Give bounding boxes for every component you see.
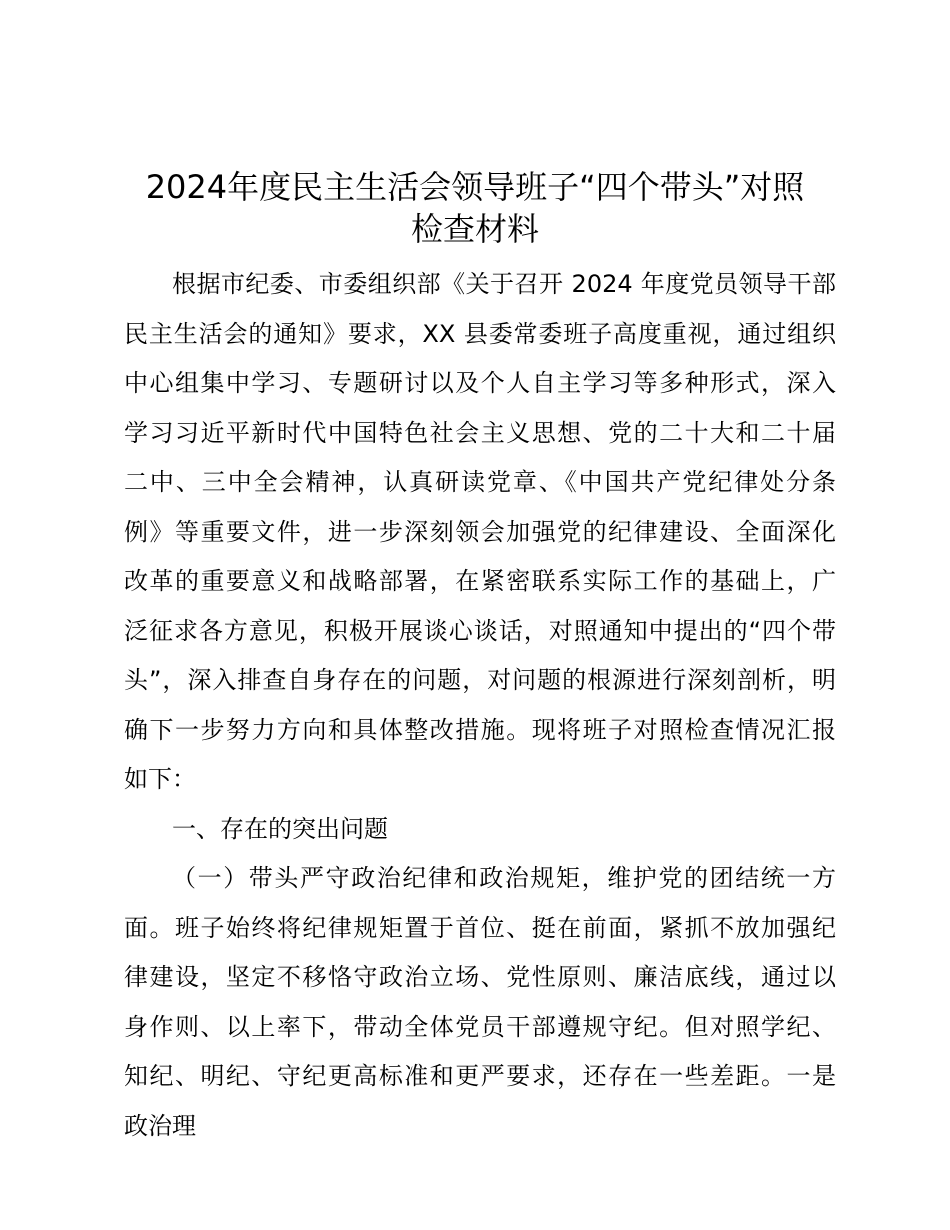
text-line: 头”，深入排查自身存在的问题，对问题的根源进行深刻剖析，明 xyxy=(124,666,836,694)
text-line: 面。班子始终将纪律规矩置于首位、挺在前面，紧抓不放加强纪 xyxy=(124,913,836,942)
text-line: 二中、三中全会精神，认真研读党章、《中国共产党纪律处分条 xyxy=(124,468,836,496)
text-line: 一、存在的突出问题 xyxy=(172,814,388,843)
text-line: 确下一步努力方向和具体整改措施。现将班子对照检查情况汇报 xyxy=(124,715,836,744)
text-line: 泛征求各方意见，积极开展谈心谈话，对照通知中提出的“四个带 xyxy=(124,616,836,645)
text-line: 例》等重要文件，进一步深刻领会加强党的纪律建设、全面深化 xyxy=(124,517,836,546)
text-line: 知纪、明纪、守纪更高标准和更严要求，还存在一些差距。一是 xyxy=(124,1062,836,1090)
title-line: 检查材料 xyxy=(410,210,539,248)
text-line: 民主生活会的通知》要求，XX 县委常委班子高度重视，通过组织 xyxy=(124,319,836,348)
subsection-paragraph xyxy=(124,854,836,1151)
text-line: 如下： xyxy=(124,765,196,793)
text-line: 改革的重要意义和战略部署，在紧密联系实际工作的基础上，广 xyxy=(124,567,836,595)
intro-paragraph xyxy=(124,260,836,805)
section-heading xyxy=(124,805,836,855)
text-line: 中心组集中学习、专题研讨以及个人自主学习等多种形式，深入 xyxy=(124,369,836,397)
document-body xyxy=(124,260,836,1151)
text-line: 根据市纪委、市委组织部《关于召开 2024 年度党员领导干部 xyxy=(172,270,836,298)
text-line: 学习习近平新时代中国特色社会主义思想、党的二十大和二十届 xyxy=(124,418,836,447)
text-line: 律建设，坚定不移恪守政治立场、党性原则、廉洁底线，通过以 xyxy=(124,963,836,991)
text-line: （一）带头严守政治纪律和政治规矩，维护党的团结统一方 xyxy=(172,864,836,892)
document-title xyxy=(110,166,840,250)
title-line: 2024年度民主生活会领导班子“四个带头”对照 xyxy=(145,168,805,206)
text-line: 政治理 xyxy=(124,1111,196,1140)
text-line: 身作则、以上率下，带动全体党员干部遵规守纪。但对照学纪、 xyxy=(124,1012,836,1041)
